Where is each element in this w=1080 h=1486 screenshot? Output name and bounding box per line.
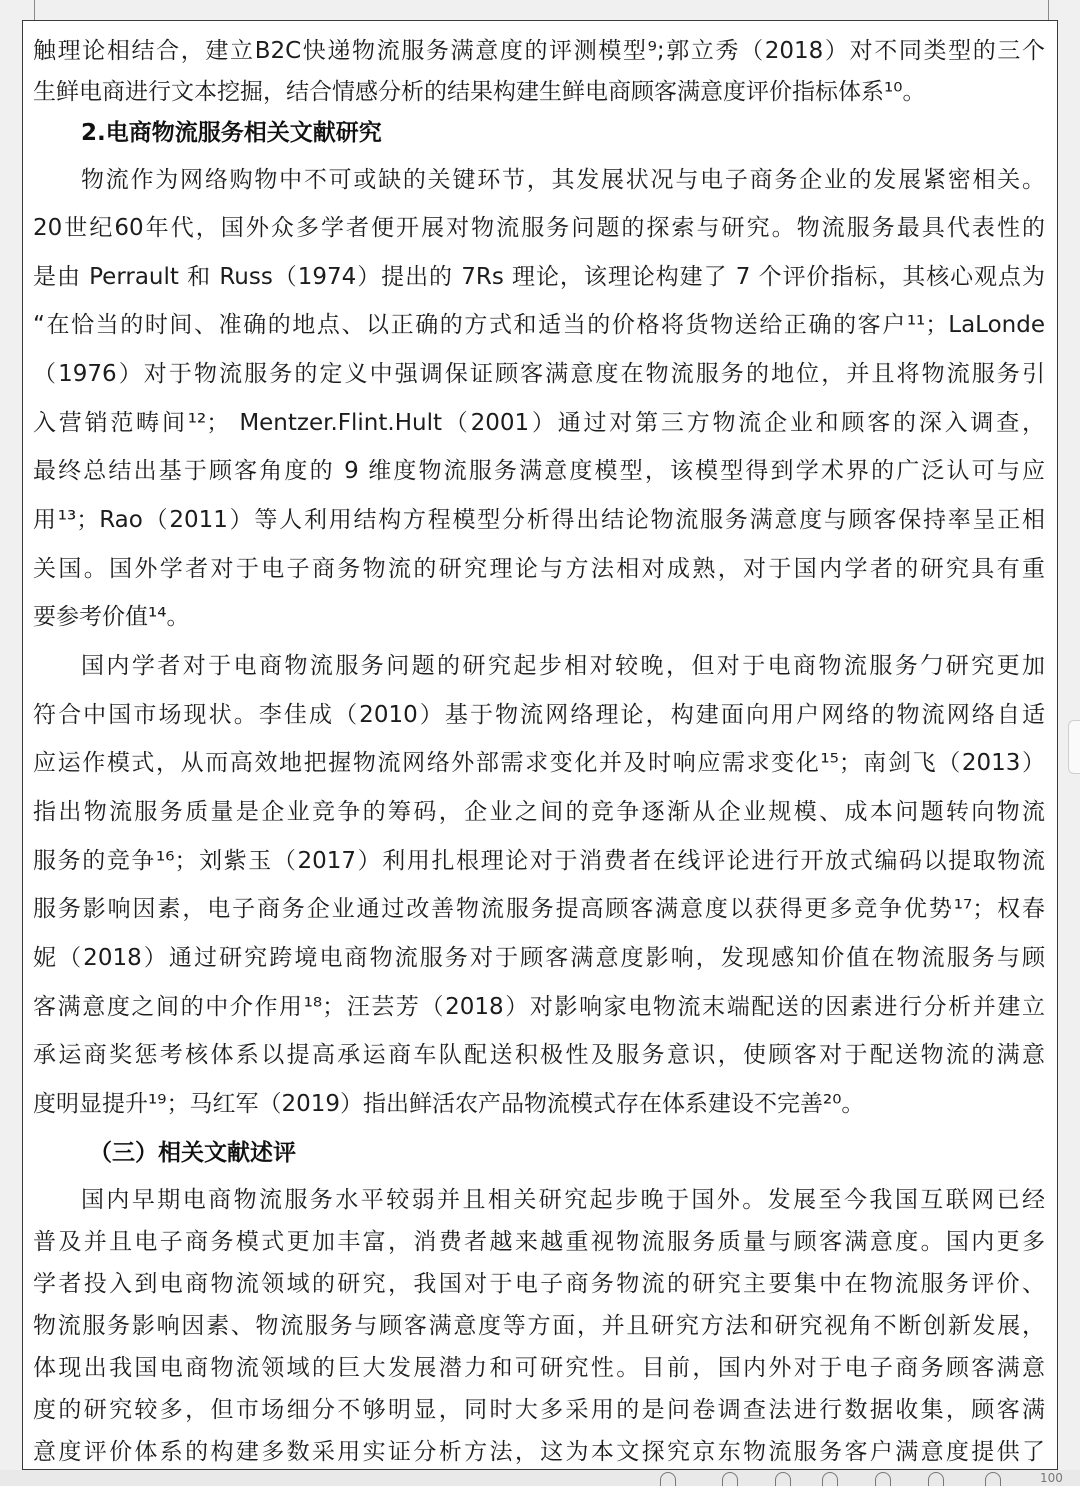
text-line: 指出物流服务质量是企业竞争的筹码，企业之间的竞争逐渐从企业规模、成本问题转向物流: [33, 799, 1045, 825]
zoom-level[interactable]: 100: [1040, 1471, 1063, 1485]
text-line: 意度评价体系的构建多数采用实证分析方法，这为本文探究京东物流服务客户满意度提供了: [33, 1439, 1045, 1465]
text-line: 学者投入到电商物流领域的研究，我国对于电子商务物流的研究主要集中在物流服务评价、: [33, 1271, 1045, 1297]
text-line: 服务影响因素，电子商务企业通过改善物流服务提高顾客满意度以获得更多竞争优势¹⁷；权春: [33, 896, 1045, 922]
text-line: 入营销范畴间¹²； Mentzer.Flint.Hult（2001）通过对第三方物流企业和顾客的深入调查，: [33, 410, 1045, 436]
text-line: 关国。国外学者对于电子商务物流的研究理论与方法相对成熟，对于国内学者的研究具有重: [33, 556, 1045, 582]
text-line: 应运作模式，从而高效地把握物流网络外部需求变化并及时响应需求变化¹⁵；南剑飞（2013）: [33, 750, 1045, 776]
page-view-icon[interactable]: [722, 1472, 738, 1486]
text-line: 触理论相结合，建立B2C快递物流服务满意度的评测模型⁹;郭立秀（2018）对不同类型的三个: [33, 38, 1045, 64]
text-line: 是由 Perrault 和 Russ（1974）提出的 7Rs 理论，该理论构建了 7 个评价指标，其核心观点为: [33, 264, 1045, 290]
text-line: 最终总结出基于顾客角度的 9 维度物流服务满意度模型，该模型得到学术界的广泛认可与应: [33, 458, 1045, 484]
text-line: 度明显提升¹⁹；马红军（2019）指出鲜活农产品物流模式存在体系建设不完善²⁰。: [33, 1091, 865, 1117]
text-line: 服务的竞争¹⁶；刘紫玉（2017）利用扎根理论对于消费者在线评论进行开放式编码以提取物流: [33, 848, 1045, 874]
ruler-tick: [1048, 0, 1049, 20]
section-heading: （三）相关文献述评: [89, 1140, 296, 1166]
text-line: 普及并且电子商务模式更加丰富，消费者越来越重视物流服务质量与顾客满意度。国内更多: [33, 1229, 1045, 1255]
text-line: 度的研究较多，但市场细分不够明显，同时大多采用的是问卷调查法进行数据收集，顾客满: [33, 1397, 1045, 1423]
fit-page-icon[interactable]: [985, 1472, 1001, 1486]
document-page[interactable]: [22, 20, 1058, 1470]
text-line: 符合中国市场现状。李佳成（2010）基于物流网络理论，构建面向用户网络的物流网络自适: [33, 702, 1045, 728]
ruler-tick: [34, 0, 35, 20]
text-line: 承运商奖惩考核体系以提高承运商车队配送积极性及服务意识，使顾客对于配送物流的满意: [33, 1042, 1045, 1068]
text-line: 物流作为网络购物中不可或缺的关键环节，其发展状况与电子商务企业的发展紧密相关。: [81, 167, 1045, 193]
text-line: 国内早期电商物流服务水平较弱并且相关研究起步晚于国外。发展至今我国互联网已经: [81, 1187, 1045, 1213]
read-mode-icon[interactable]: [660, 1472, 676, 1486]
side-panel-handle[interactable]: [1068, 720, 1080, 774]
text-line: （1976）对于物流服务的定义中强调保证顾客满意度在物流服务的地位，并且将物流服务引: [33, 361, 1045, 387]
status-bar: [0, 1470, 1080, 1486]
text-line: 用¹³；Rao（2011）等人利用结构方程模型分析得出结论物流服务满意度与顾客保持率呈正相: [33, 507, 1045, 533]
play-icon[interactable]: [822, 1472, 838, 1486]
text-line: 生鲜电商进行文本挖掘，结合情感分析的结果构建生鲜电商顾客满意度评价指标体系¹⁰。: [33, 79, 926, 105]
text-line: 物流服务影响因素、物流服务与顾客满意度等方面，并且研究方法和研究视角不断创新发展，: [33, 1313, 1045, 1339]
text-line: 国内学者对于电商物流服务问题的研究起步相对较晚，但对于电商物流服务勹研究更加: [81, 653, 1045, 679]
pen-icon[interactable]: [928, 1472, 944, 1486]
web-view-icon[interactable]: [875, 1472, 891, 1486]
text-line: 客满意度之间的中介作用¹⁸；汪芸芳（2018）对影响家电物流末端配送的因素进行分析并建立: [33, 994, 1045, 1020]
section-heading: 2.电商物流服务相关文献研究: [81, 120, 382, 146]
text-line: 20世纪60年代，国外众多学者便开展对物流服务问题的探索与研究。物流服务最具代表性的: [33, 215, 1045, 241]
outline-view-icon[interactable]: [775, 1472, 791, 1486]
ruler-gutter: [0, 0, 1080, 20]
text-line: 体现出我国电商物流领域的巨大发展潜力和可研究性。目前，国内外对于电子商务顾客满意: [33, 1355, 1045, 1381]
text-line: 要参考价值¹⁴。: [33, 604, 190, 630]
text-line: 妮（2018）通过研究跨境电商物流服务对于顾客满意度影响，发现感知价值在物流服务与顾: [33, 945, 1045, 971]
text-line: “在恰当的时间、准确的地点、以正确的方式和适当的价格将货物送给正确的客户¹¹；LaLonde: [33, 312, 1045, 338]
